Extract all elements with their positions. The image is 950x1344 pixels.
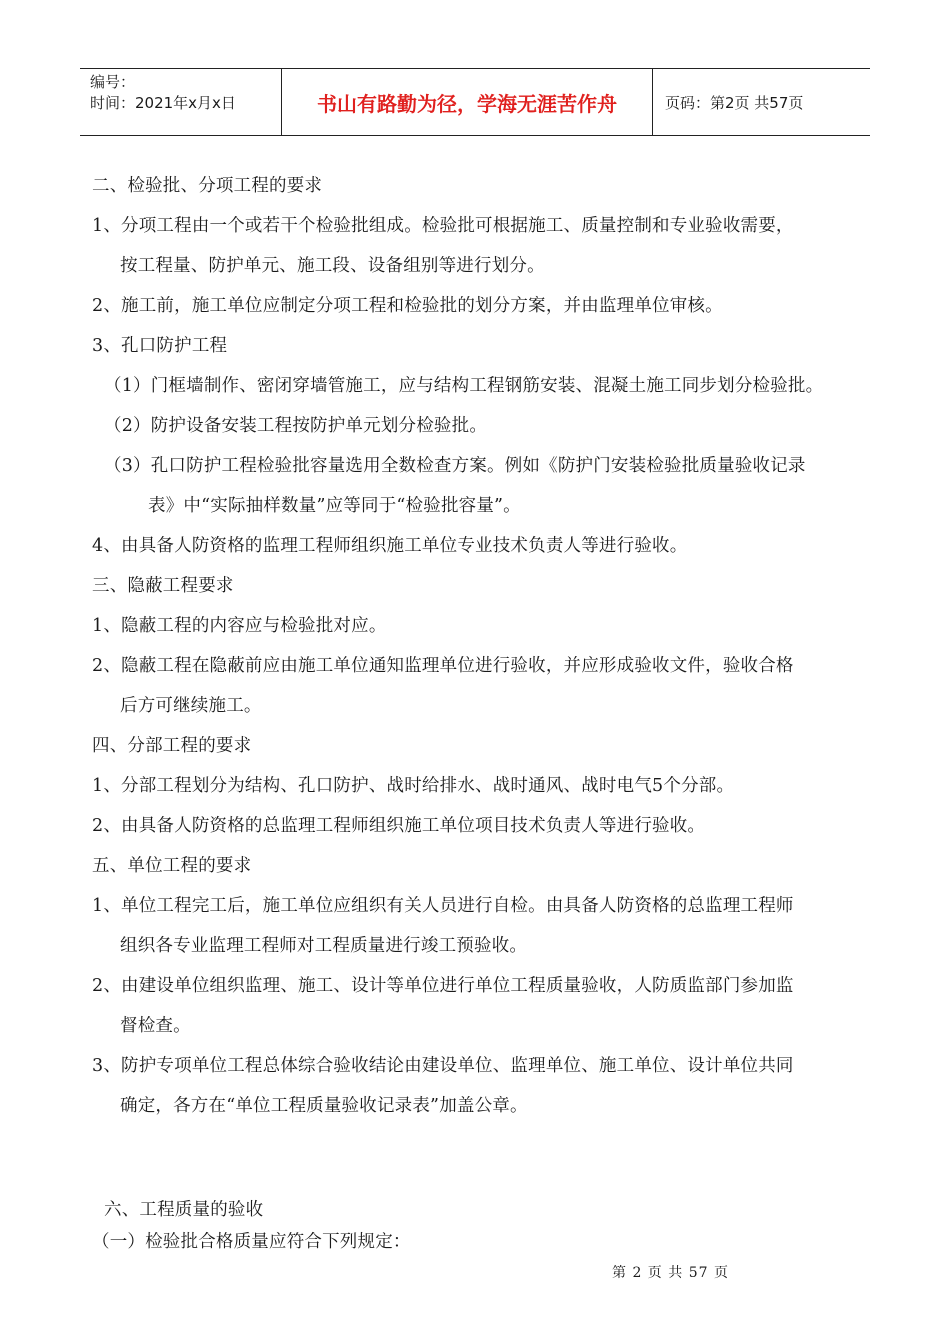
paragraph-line: 1、分项工程由一个或若干个检验批组成。检验批可根据施工、质量控制和专业验收需要， [92,216,794,236]
section-heading-3: 三、隐蔽工程要求 [92,576,234,596]
paragraph-line: 督检查。 [120,1016,191,1036]
paragraph-line: 2、隐蔽工程在隐蔽前应由施工单位通知监理单位进行验收，并应形成验收文件，验收合格 [92,656,794,676]
paragraph-line: （一）检验批合格质量应符合下列规定： [92,1232,411,1252]
section-heading-6: 六、工程质量的验收 [104,1200,264,1220]
page-header [80,68,870,136]
paragraph-line: 后方可继续施工。 [120,696,262,716]
paragraph-line: 2、施工前，施工单位应制定分项工程和检验批的划分方案，并由监理单位审核。 [92,296,723,316]
paragraph-line: 3、防护专项单位工程总体综合验收结论由建设单位、监理单位、施工单位、设计单位共同 [92,1056,794,1076]
code-label: 编号： [90,73,136,91]
header-meta [80,69,282,135]
paragraph-line: 组织各专业监理工程师对工程质量进行竣工预验收。 [120,936,528,956]
paragraph-line: （1）门框墙制作、密闭穿墙管施工，应与结构工程钢筋安装、混凝土施工同步划分检验批。 [104,376,824,396]
header-slogan: 书山有路勤为径，学海无涯苦作舟 [282,69,653,135]
paragraph-line: 1、单位工程完工后，施工单位应组织有关人员进行自检。由具备人防资格的总监理工程师 [92,896,794,916]
paragraph-line: （2）防护设备安装工程按防护单元划分检验批。 [104,416,488,436]
section-heading-2: 二、检验批、分项工程的要求 [92,176,323,196]
section-heading-4: 四、分部工程的要求 [92,736,252,756]
time-label: 时间：2021年x月x日 [90,94,236,112]
paragraph-line: 2、由具备人防资格的总监理工程师组织施工单位项目技术负责人等进行验收。 [92,816,706,836]
page-footer: 第 2 页 共 57 页 [612,1265,729,1281]
paragraph-line: （3）孔口防护工程检验批容量选用全数检查方案。例如《防护门安装检验批质量验收记录 [104,456,806,476]
paragraph-line: 3、孔口防护工程 [92,336,228,356]
paragraph-line: 表》中“实际抽样数量”应等同于“检验批容量”。 [148,496,521,516]
paragraph-line: 确定，各方在“单位工程质量验收记录表”加盖公章。 [120,1096,528,1116]
paragraph-line: 4、由具备人防资格的监理工程师组织施工单位专业技术负责人等进行验收。 [92,536,688,556]
paragraph-line: 2、由建设单位组织监理、施工、设计等单位进行单位工程质量验收，人防质监部门参加监 [92,976,794,996]
paragraph-line: 按工程量、防护单元、施工段、设备组别等进行划分。 [120,256,545,276]
section-heading-5: 五、单位工程的要求 [92,856,252,876]
paragraph-line: 1、隐蔽工程的内容应与检验批对应。 [92,616,387,636]
header-page-number: 页码：第2页 共57页 [665,93,804,112]
paragraph-line: 1、分部工程划分为结构、孔口防护、战时给排水、战时通风、战时电气5个分部。 [92,776,735,796]
